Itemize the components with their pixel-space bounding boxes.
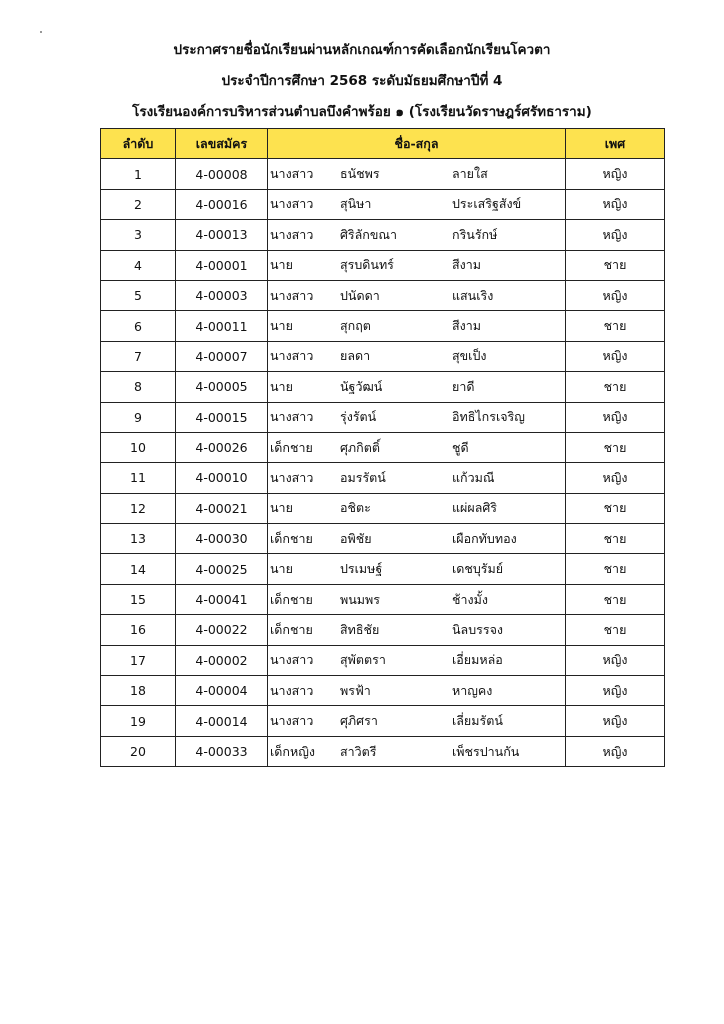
student-name-cell bbox=[268, 189, 566, 219]
table-row bbox=[101, 645, 665, 675]
last-name: ชูดี bbox=[452, 439, 469, 455]
gender: ชาย bbox=[566, 493, 665, 523]
student-name-cell bbox=[268, 676, 566, 706]
application-number: 4-00001 bbox=[176, 250, 268, 280]
table-row bbox=[101, 402, 665, 432]
first-name: สิทธิชัย bbox=[340, 621, 380, 637]
name-prefix: นางสาว bbox=[270, 287, 314, 303]
column-header-no: ลำดับ bbox=[101, 129, 176, 159]
table-row bbox=[101, 463, 665, 493]
first-name: อมรรัตน์ bbox=[340, 469, 386, 485]
table-row bbox=[101, 524, 665, 554]
table-row bbox=[101, 250, 665, 280]
gender: หญิง bbox=[566, 645, 665, 675]
gender: ชาย bbox=[566, 584, 665, 614]
row-number: 10 bbox=[101, 432, 176, 462]
row-number: 3 bbox=[101, 220, 176, 250]
student-name-cell bbox=[268, 311, 566, 341]
table-row bbox=[101, 280, 665, 310]
table-row bbox=[101, 372, 665, 402]
row-number: 12 bbox=[101, 493, 176, 523]
last-name: ยาดี bbox=[452, 378, 475, 394]
scan-speck bbox=[40, 31, 42, 33]
first-name: พรฟ้า bbox=[340, 682, 371, 698]
application-number: 4-00030 bbox=[176, 524, 268, 554]
last-name: นิลบรรจง bbox=[452, 621, 503, 637]
table-body bbox=[101, 159, 665, 767]
table-row bbox=[101, 189, 665, 219]
last-name: สุขเป็ง bbox=[452, 348, 487, 364]
application-number: 4-00007 bbox=[176, 341, 268, 371]
student-roster-table bbox=[100, 128, 665, 767]
first-name: อพิชัย bbox=[340, 530, 372, 546]
name-prefix: นาย bbox=[270, 561, 293, 577]
table-row bbox=[101, 311, 665, 341]
gender: หญิง bbox=[566, 676, 665, 706]
name-prefix: นางสาว bbox=[270, 409, 314, 425]
gender: ชาย bbox=[566, 432, 665, 462]
table-row bbox=[101, 493, 665, 523]
application-number: 4-00014 bbox=[176, 706, 268, 736]
table-row bbox=[101, 341, 665, 371]
row-number: 19 bbox=[101, 706, 176, 736]
last-name: ประเสริฐสังข์ bbox=[452, 196, 522, 212]
name-prefix: เด็กหญิง bbox=[270, 743, 315, 759]
application-number: 4-00021 bbox=[176, 493, 268, 523]
gender: หญิง bbox=[566, 402, 665, 432]
first-name: รุ่งรัตน์ bbox=[340, 409, 377, 425]
gender: หญิง bbox=[566, 736, 665, 766]
first-name: ปนัดดา bbox=[340, 287, 380, 303]
gender: ชาย bbox=[566, 311, 665, 341]
row-number: 13 bbox=[101, 524, 176, 554]
name-prefix: นางสาว bbox=[270, 348, 314, 364]
first-name: สาวิตรี bbox=[340, 743, 377, 759]
row-number: 1 bbox=[101, 159, 176, 189]
gender: หญิง bbox=[566, 341, 665, 371]
name-prefix: นางสาว bbox=[270, 652, 314, 668]
student-name-cell bbox=[268, 341, 566, 371]
first-name: อชิตะ bbox=[340, 500, 371, 516]
first-name: ยลดา bbox=[340, 348, 371, 364]
first-name: พนมพร bbox=[340, 591, 380, 607]
row-number: 16 bbox=[101, 615, 176, 645]
last-name: เลี่ยมรัตน์ bbox=[452, 713, 503, 729]
row-number: 7 bbox=[101, 341, 176, 371]
gender: ชาย bbox=[566, 554, 665, 584]
row-number: 2 bbox=[101, 189, 176, 219]
table-row bbox=[101, 706, 665, 736]
name-prefix: นาย bbox=[270, 500, 293, 516]
student-name-cell bbox=[268, 463, 566, 493]
name-prefix: นางสาว bbox=[270, 196, 314, 212]
name-prefix: เด็กชาย bbox=[270, 621, 313, 637]
first-name: นัฐวัฒน์ bbox=[340, 378, 383, 394]
name-prefix: นางสาว bbox=[270, 713, 314, 729]
row-number: 4 bbox=[101, 250, 176, 280]
name-prefix: นางสาว bbox=[270, 682, 314, 698]
application-number: 4-00033 bbox=[176, 736, 268, 766]
last-name: แสนเริง bbox=[452, 287, 494, 303]
application-number: 4-00002 bbox=[176, 645, 268, 675]
row-number: 18 bbox=[101, 676, 176, 706]
student-name-cell bbox=[268, 524, 566, 554]
table-row bbox=[101, 554, 665, 584]
last-name: อิทธิไกรเจริญ bbox=[452, 409, 525, 425]
gender: หญิง bbox=[566, 159, 665, 189]
table-row bbox=[101, 432, 665, 462]
school-name-line: โรงเรียนองค์การบริหารส่วนตำบลบึงคำพร้อย ๑ (โรงเรียนวัดราษฎร์ศรัทธาราม) bbox=[132, 104, 592, 120]
last-name: เดชบุรัมย์ bbox=[452, 561, 504, 577]
table-row bbox=[101, 159, 665, 189]
table-header-row bbox=[101, 129, 665, 159]
gender: ชาย bbox=[566, 524, 665, 554]
gender: ชาย bbox=[566, 372, 665, 402]
gender: หญิง bbox=[566, 706, 665, 736]
gender: หญิง bbox=[566, 463, 665, 493]
name-prefix: เด็กชาย bbox=[270, 530, 313, 546]
row-number: 11 bbox=[101, 463, 176, 493]
student-name-cell bbox=[268, 584, 566, 614]
student-name-cell bbox=[268, 159, 566, 189]
application-number: 4-00004 bbox=[176, 676, 268, 706]
gender: หญิง bbox=[566, 189, 665, 219]
first-name: ธนัชพร bbox=[340, 166, 380, 182]
student-name-cell bbox=[268, 402, 566, 432]
row-number: 6 bbox=[101, 311, 176, 341]
last-name: หาญคง bbox=[452, 682, 493, 698]
last-name: เพ็ชรปานกัน bbox=[452, 743, 520, 759]
column-header-sex: เพศ bbox=[566, 129, 665, 159]
last-name: เอี่ยมหล่อ bbox=[452, 652, 503, 668]
last-name: เผือกทับทอง bbox=[452, 530, 517, 546]
name-prefix: เด็กชาย bbox=[270, 439, 313, 455]
last-name: กรินรักษ์ bbox=[452, 226, 498, 242]
student-name-cell bbox=[268, 554, 566, 584]
row-number: 8 bbox=[101, 372, 176, 402]
application-number: 4-00003 bbox=[176, 280, 268, 310]
first-name: สุนิษา bbox=[340, 196, 372, 212]
document-title: ประกาศรายชื่อนักเรียนผ่านหลักเกณฑ์การคัดเลือกนักเรียนโควตา bbox=[173, 42, 551, 58]
student-name-cell bbox=[268, 280, 566, 310]
row-number: 15 bbox=[101, 584, 176, 614]
application-number: 4-00015 bbox=[176, 402, 268, 432]
first-name: สุรบดินทร์ bbox=[340, 257, 394, 273]
column-header-name: ชื่อ-สกุล bbox=[268, 129, 566, 159]
row-number: 5 bbox=[101, 280, 176, 310]
first-name: ปรเมษฐ์ bbox=[340, 561, 383, 577]
application-number: 4-00016 bbox=[176, 189, 268, 219]
name-prefix: นาย bbox=[270, 378, 293, 394]
row-number: 9 bbox=[101, 402, 176, 432]
first-name: ศุภิศรา bbox=[340, 713, 378, 729]
first-name: สุกฤต bbox=[340, 318, 371, 334]
student-name-cell bbox=[268, 432, 566, 462]
first-name: ศุภกิตติ์ bbox=[340, 439, 380, 455]
row-number: 17 bbox=[101, 645, 176, 675]
table-row bbox=[101, 736, 665, 766]
table-row bbox=[101, 220, 665, 250]
gender: ชาย bbox=[566, 250, 665, 280]
application-number: 4-00013 bbox=[176, 220, 268, 250]
application-number: 4-00005 bbox=[176, 372, 268, 402]
gender: หญิง bbox=[566, 280, 665, 310]
last-name: แผ่ผลศิริ bbox=[452, 500, 498, 516]
last-name: ลายใส bbox=[452, 166, 488, 182]
row-number: 20 bbox=[101, 736, 176, 766]
application-number: 4-00025 bbox=[176, 554, 268, 584]
first-name: สุพัตตรา bbox=[340, 652, 386, 668]
name-prefix: นางสาว bbox=[270, 469, 314, 485]
student-name-cell bbox=[268, 250, 566, 280]
name-prefix: เด็กชาย bbox=[270, 591, 313, 607]
gender: ชาย bbox=[566, 615, 665, 645]
academic-year-line: ประจำปีการศึกษา 2568 ระดับมัธยมศึกษาปีที่ 4 bbox=[221, 73, 503, 89]
application-number: 4-00008 bbox=[176, 159, 268, 189]
student-name-cell bbox=[268, 493, 566, 523]
application-number: 4-00041 bbox=[176, 584, 268, 614]
table-row bbox=[101, 676, 665, 706]
table-row bbox=[101, 584, 665, 614]
last-name: สีงาม bbox=[452, 318, 481, 334]
student-name-cell bbox=[268, 736, 566, 766]
student-name-cell bbox=[268, 706, 566, 736]
last-name: ช้างมั้ง bbox=[452, 591, 488, 607]
last-name: สีงาม bbox=[452, 257, 481, 273]
name-prefix: นาย bbox=[270, 257, 293, 273]
name-prefix: นาย bbox=[270, 318, 293, 334]
last-name: แก้วมณี bbox=[452, 469, 495, 485]
row-number: 14 bbox=[101, 554, 176, 584]
application-number: 4-00026 bbox=[176, 432, 268, 462]
column-header-id: เลขสมัคร bbox=[176, 129, 268, 159]
application-number: 4-00011 bbox=[176, 311, 268, 341]
student-name-cell bbox=[268, 220, 566, 250]
table-row bbox=[101, 615, 665, 645]
student-name-cell bbox=[268, 372, 566, 402]
student-name-cell bbox=[268, 645, 566, 675]
gender: หญิง bbox=[566, 220, 665, 250]
first-name: ศิริลักขณา bbox=[340, 226, 398, 242]
name-prefix: นางสาว bbox=[270, 226, 314, 242]
name-prefix: นางสาว bbox=[270, 166, 314, 182]
application-number: 4-00022 bbox=[176, 615, 268, 645]
application-number: 4-00010 bbox=[176, 463, 268, 493]
student-name-cell bbox=[268, 615, 566, 645]
